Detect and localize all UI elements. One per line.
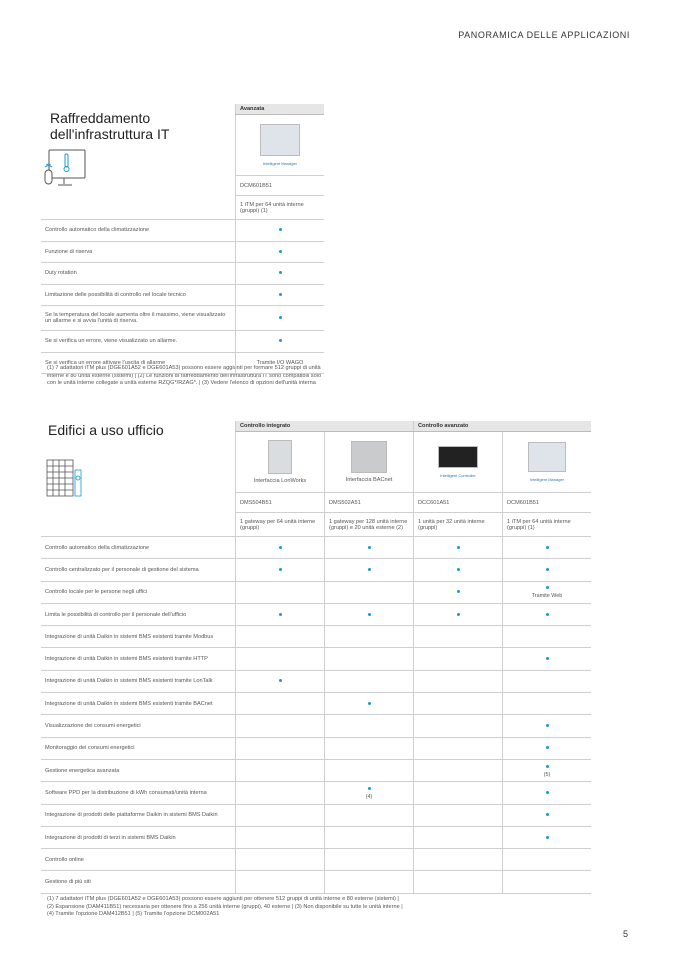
feature-cell bbox=[236, 352, 325, 374]
feature-cell bbox=[236, 306, 325, 331]
table-row bbox=[41, 603, 591, 625]
feature-label: Visualizzazione dei consumi energetici bbox=[41, 715, 236, 737]
office-buildings-table bbox=[41, 421, 591, 894]
feature-cell bbox=[236, 782, 325, 804]
feature-cell bbox=[503, 759, 592, 781]
supported-dot-icon bbox=[279, 679, 282, 682]
feature-cell bbox=[236, 626, 325, 648]
feature-cell bbox=[503, 626, 592, 648]
table-row bbox=[41, 782, 591, 804]
feature-cell bbox=[414, 871, 503, 893]
page-header: PANORAMICA DELLE APPLICAZIONI bbox=[458, 30, 630, 40]
it-cooling-table bbox=[41, 104, 324, 374]
table-row bbox=[41, 284, 324, 306]
supported-dot-icon bbox=[368, 613, 371, 616]
supported-dot-icon bbox=[546, 791, 549, 794]
table-row bbox=[41, 263, 324, 285]
table-row bbox=[41, 759, 591, 781]
feature-label: Integrazione di unità Daikin in sistemi BMS esistenti tramite Modbus bbox=[41, 626, 236, 648]
feature-cell bbox=[236, 826, 325, 848]
feature-cell bbox=[503, 648, 592, 670]
feature-cell bbox=[236, 241, 325, 263]
title-line: Raffreddamento bbox=[50, 110, 151, 126]
feature-cell bbox=[414, 693, 503, 715]
section1-footnote: (1) 7 adattatori iTM plus (DGE601A52 e DGE601A53) possono essere aggiunti per formare 512 gruppi di unità interne e 80 unità esterne (sistemi) | (2) Le funzioni di raffreddamento dell'infrastruttura IT sono compatibili solo con le unità interne collegate a unità esterne RZQG*/RZAG*. | (3) Vedere l'elenco di opzioni dell'unità interna bbox=[47, 365, 322, 386]
feature-cell bbox=[325, 804, 414, 826]
device-image-cell bbox=[236, 115, 325, 176]
supported-dot-icon bbox=[457, 568, 460, 571]
supported-dot-icon bbox=[368, 546, 371, 549]
blank bbox=[41, 196, 236, 220]
supported-dot-icon bbox=[546, 657, 549, 660]
supported-dot-icon bbox=[546, 813, 549, 816]
group-label: Controllo avanzato bbox=[414, 421, 592, 432]
supported-dot-icon bbox=[546, 836, 549, 839]
capacity-desc: 1 iTM per 64 unità interne (gruppi) (1) bbox=[236, 196, 325, 220]
page-number: 5 bbox=[622, 929, 628, 939]
capacity-desc: 1 gateway per 128 unità interne (gruppi) e 20 unità esterne (2) bbox=[325, 513, 414, 537]
feature-label: Integrazione di unità Daikin in sistemi BMS esistenti tramite BACnet bbox=[41, 693, 236, 715]
feature-label: Integrazione di prodotti di terzi in sistemi BMS Daikin bbox=[41, 826, 236, 848]
feature-cell bbox=[325, 537, 414, 559]
capacity-desc: 1 iTM per 64 unità interne (gruppi) (1) bbox=[503, 513, 592, 537]
feature-cell bbox=[236, 284, 325, 306]
feature-cell bbox=[325, 581, 414, 603]
feature-cell bbox=[236, 331, 325, 353]
feature-cell bbox=[236, 581, 325, 603]
table-row bbox=[41, 648, 591, 670]
feature-label: Limita le possibilità di controllo per il personale dell'ufficio bbox=[41, 603, 236, 625]
feature-label: Gestione energetica avanzata bbox=[41, 759, 236, 781]
table-row bbox=[41, 626, 591, 648]
supported-dot-icon bbox=[546, 586, 549, 589]
footnote: (1) 7 adattatori iTM plus (DGE601A52 e DGE601A53) possono essere aggiunti per ottenere 512 gruppi di unità interne e 80 esterne (sistemi) | bbox=[47, 896, 399, 902]
supported-dot-icon bbox=[279, 613, 282, 616]
table-row bbox=[41, 826, 591, 848]
supported-dot-icon bbox=[368, 702, 371, 705]
device-caption: Interfaccia LonWorks bbox=[253, 478, 307, 484]
supported-dot-icon bbox=[546, 765, 549, 768]
capacity-row bbox=[41, 513, 591, 537]
feature-label: Controllo automatico della climatizzazione bbox=[41, 537, 236, 559]
group-label: Avanzata bbox=[236, 104, 325, 115]
feature-cell bbox=[325, 782, 414, 804]
product-logo: Intelligent Manager bbox=[262, 161, 298, 166]
device-image bbox=[438, 446, 478, 468]
feature-cell bbox=[236, 537, 325, 559]
feature-cell bbox=[414, 826, 503, 848]
feature-cell bbox=[236, 737, 325, 759]
computer-thermometer-icon bbox=[42, 148, 92, 192]
feature-label: Controllo locale per le persone negli uffici bbox=[41, 581, 236, 603]
feature-cell bbox=[503, 737, 592, 759]
feature-cell bbox=[236, 871, 325, 893]
feature-cell bbox=[325, 715, 414, 737]
device-image bbox=[268, 440, 292, 474]
table-row bbox=[41, 737, 591, 759]
feature-cell bbox=[503, 603, 592, 625]
feature-cell bbox=[414, 603, 503, 625]
capacity-desc: 1 unità per 32 unità interne (gruppi) bbox=[414, 513, 503, 537]
feature-cell bbox=[414, 759, 503, 781]
feature-cell bbox=[325, 871, 414, 893]
supported-dot-icon bbox=[546, 724, 549, 727]
model-code: DMS504B51 bbox=[236, 493, 325, 513]
supported-dot-icon bbox=[279, 271, 282, 274]
table-row bbox=[41, 715, 591, 737]
section2-footnotes bbox=[47, 896, 403, 919]
feature-label: Integrazione di unità Daikin in sistemi BMS esistenti tramite HTTP bbox=[41, 648, 236, 670]
feature-cell bbox=[414, 782, 503, 804]
table-row bbox=[41, 220, 324, 242]
table-row bbox=[41, 693, 591, 715]
feature-cell bbox=[503, 782, 592, 804]
table-row bbox=[41, 352, 324, 374]
feature-cell bbox=[236, 759, 325, 781]
feature-cell bbox=[236, 670, 325, 692]
supported-dot-icon bbox=[546, 568, 549, 571]
feature-label: Controllo centralizzato per il personale di gestione del sistema bbox=[41, 559, 236, 581]
supported-dot-icon bbox=[457, 613, 460, 616]
table-row bbox=[41, 871, 591, 893]
feature-cell bbox=[414, 537, 503, 559]
feature-cell bbox=[414, 804, 503, 826]
device-image-cell bbox=[236, 432, 325, 493]
feature-cell bbox=[325, 626, 414, 648]
section1-title bbox=[50, 110, 169, 142]
table-row bbox=[41, 581, 591, 603]
supported-dot-icon bbox=[279, 339, 282, 342]
model-code: DCC601A51 bbox=[414, 493, 503, 513]
device-image bbox=[528, 442, 566, 472]
feature-cell bbox=[414, 849, 503, 871]
table-row bbox=[41, 804, 591, 826]
feature-label: Gestione di più siti bbox=[41, 871, 236, 893]
group-label: Controllo integrato bbox=[236, 421, 414, 432]
feature-cell bbox=[503, 826, 592, 848]
footnote: (4) Tramite l'opzione DAM412B51 | (5) Tramite l'opzione DCM002A51 bbox=[47, 911, 220, 917]
feature-cell bbox=[236, 715, 325, 737]
supported-dot-icon bbox=[279, 228, 282, 231]
feature-cell bbox=[236, 603, 325, 625]
feature-cell bbox=[325, 648, 414, 670]
feature-cell bbox=[503, 581, 592, 603]
feature-label: Funzione di riserva bbox=[41, 241, 236, 263]
feature-cell bbox=[236, 559, 325, 581]
footnote: (2) Espansione (DAM411B51) necessaria per ottenere fino a 256 unità interne (gruppi), 40 esterne | (3) Non disponibile su tutte le unità interne | bbox=[47, 903, 403, 910]
device-caption: Intelligent Manager bbox=[529, 477, 565, 482]
feature-cell bbox=[236, 648, 325, 670]
cell-note: (5) bbox=[543, 771, 551, 778]
feature-cell bbox=[325, 826, 414, 848]
feature-label: Integrazione di prodotti delle piattaforme Daikin in sistemi BMS Daikin bbox=[41, 804, 236, 826]
feature-cell bbox=[325, 559, 414, 581]
table-row bbox=[41, 241, 324, 263]
touchscreen-image bbox=[260, 124, 300, 156]
feature-cell bbox=[503, 693, 592, 715]
device-image-cell bbox=[414, 432, 503, 493]
office-building-icon bbox=[45, 458, 87, 500]
supported-dot-icon bbox=[368, 787, 371, 790]
feature-cell bbox=[503, 670, 592, 692]
feature-cell bbox=[236, 263, 325, 285]
model-code: DCM601B51 bbox=[236, 176, 325, 196]
feature-cell bbox=[503, 849, 592, 871]
feature-label: Se si verifica un errore, viene visualizzato un allarme. bbox=[41, 331, 236, 353]
table-row bbox=[41, 331, 324, 353]
device-caption: Intelligent Controller bbox=[440, 473, 476, 478]
table-row bbox=[41, 537, 591, 559]
table-row bbox=[41, 849, 591, 871]
feature-label: Integrazione di unità Daikin in sistemi BMS esistenti tramite LonTalk bbox=[41, 670, 236, 692]
title-line: dell'infrastruttura IT bbox=[50, 126, 170, 142]
supported-dot-icon bbox=[546, 746, 549, 749]
model-code: DMS502A51 bbox=[325, 493, 414, 513]
section2-title: Edifici a uso ufficio bbox=[48, 422, 164, 438]
feature-label: Controllo online bbox=[41, 849, 236, 871]
feature-cell bbox=[503, 537, 592, 559]
feature-cell bbox=[236, 804, 325, 826]
table-row bbox=[41, 306, 324, 331]
device-row bbox=[41, 432, 591, 493]
feature-cell bbox=[325, 759, 414, 781]
feature-cell bbox=[325, 849, 414, 871]
table-row bbox=[41, 559, 591, 581]
supported-dot-icon bbox=[368, 568, 371, 571]
feature-cell bbox=[414, 626, 503, 648]
blank bbox=[41, 513, 236, 537]
feature-cell bbox=[414, 670, 503, 692]
feature-label: Software PPD per la distribuzione di kWh consumati/unità interna bbox=[41, 782, 236, 804]
feature-cell bbox=[325, 693, 414, 715]
feature-label: Se si verifica un errore attivare l'uscita di allarme bbox=[41, 352, 236, 374]
feature-cell bbox=[414, 648, 503, 670]
feature-label: Monitoraggio dei consumi energetici bbox=[41, 737, 236, 759]
cell-note: (4) bbox=[365, 793, 373, 800]
cell-note: Tramite I/O WAGO bbox=[256, 359, 304, 366]
feature-cell bbox=[414, 737, 503, 759]
feature-label: Controllo automatico della climatizzazione bbox=[41, 220, 236, 242]
capacity-desc: 1 gateway per 64 unità interne (gruppi) bbox=[236, 513, 325, 537]
model-code: DCM601B51 bbox=[503, 493, 592, 513]
supported-dot-icon bbox=[279, 546, 282, 549]
feature-cell bbox=[414, 715, 503, 737]
feature-cell bbox=[236, 849, 325, 871]
feature-cell bbox=[503, 871, 592, 893]
feature-cell bbox=[414, 559, 503, 581]
feature-label: Limitazione delle possibilità di controllo nel locale tecnico bbox=[41, 284, 236, 306]
model-row bbox=[41, 493, 591, 513]
supported-dot-icon bbox=[546, 546, 549, 549]
feature-cell bbox=[503, 804, 592, 826]
feature-cell bbox=[414, 581, 503, 603]
feature-cell bbox=[325, 603, 414, 625]
cell-note: Tramite Web bbox=[531, 593, 563, 600]
feature-cell bbox=[325, 670, 414, 692]
feature-cell bbox=[236, 220, 325, 242]
table-row bbox=[41, 670, 591, 692]
supported-dot-icon bbox=[279, 250, 282, 253]
supported-dot-icon bbox=[279, 293, 282, 296]
feature-cell bbox=[503, 559, 592, 581]
supported-dot-icon bbox=[457, 590, 460, 593]
supported-dot-icon bbox=[279, 316, 282, 319]
device-image-cell bbox=[503, 432, 592, 493]
feature-cell bbox=[503, 715, 592, 737]
capacity-row bbox=[41, 196, 324, 220]
device-image bbox=[351, 441, 387, 473]
supported-dot-icon bbox=[546, 613, 549, 616]
device-image-cell bbox=[325, 432, 414, 493]
feature-label: Duty rotation bbox=[41, 263, 236, 285]
feature-label: Se la temperatura del locale aumenta oltre il massimo, viene visualizzato un allarme e si avvia l'unità di riserva. bbox=[41, 306, 236, 331]
feature-cell bbox=[325, 737, 414, 759]
device-caption: Interfaccia BACnet bbox=[345, 477, 393, 483]
feature-cell bbox=[236, 693, 325, 715]
supported-dot-icon bbox=[279, 568, 282, 571]
supported-dot-icon bbox=[457, 546, 460, 549]
